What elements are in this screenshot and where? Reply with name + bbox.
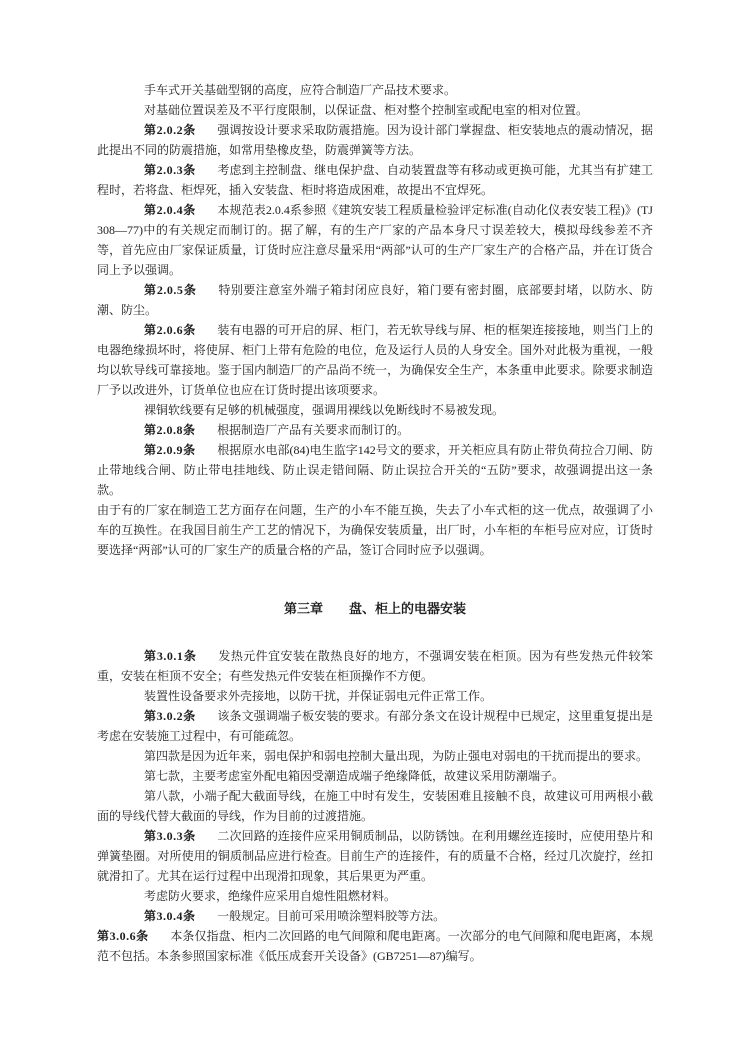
document-body [97, 80, 653, 966]
paragraph [97, 646, 653, 686]
paragraph-text: 裸铜软线要有足够的机械强度，强调用裸线以免断线时不易被发现。 [144, 403, 505, 417]
paragraph [97, 926, 653, 966]
paragraph [97, 120, 653, 160]
paragraph [97, 280, 653, 320]
paragraph [97, 420, 653, 440]
paragraph-text: 第四款是因为近年来，弱电保护和弱电控制大量出现，为防止强电对弱电的干扰而提出的要求。 [144, 749, 649, 763]
paragraph-text: 装有电器的可开启的屏、柜门，若无软导线与屏、柜的框架连接接地，则当门上的电器绝缘损坏时，将使屏、柜门上带有危险的电位，危及运行人员的人身安全。国外对此极为重视，一般均以软导线可靠接地。鉴于国内制造厂的产品尚不统一，为确保安全生产，本条重申此要求。除要求制造厂予以改进外，订货单位也应在订货时提出该项要求。 [97, 323, 653, 397]
paragraph [97, 686, 653, 706]
paragraph-text: 考虑到主控制盘、继电保护盘、自动装置盘等有移动或更换可能，尤其当有扩建工程时，若将盘、柜焊死，插入安装盘、柜时将造成困难，故提出不宜焊死。 [97, 163, 653, 197]
clause-number: 第2.0.2条 [144, 123, 196, 137]
paragraph-text: 考虑防火要求，绝缘件应采用自熄性阻燃材料。 [144, 889, 397, 903]
paragraph [97, 906, 653, 926]
paragraph [97, 786, 653, 826]
paragraph [97, 200, 653, 280]
paragraph-text: 一般规定。目前可采用喷涂塑料胶等方法。 [217, 909, 446, 923]
paragraph-text: 手车式开关基础型钢的高度，应符合制造厂产品技术要求。 [144, 83, 457, 97]
paragraph-text: 对基础位置误差及不平行度限制，以保证盘、柜对整个控制室或配电室的相对位置。 [144, 103, 589, 117]
paragraph [97, 400, 653, 420]
chapter-number: 第三章 [283, 601, 323, 616]
clause-number: 第2.0.5条 [144, 283, 197, 297]
clause-number: 第3.0.4条 [144, 909, 196, 923]
paragraph [97, 766, 653, 786]
paragraph [97, 100, 653, 120]
paragraph [97, 320, 653, 400]
paragraph-text: 装置性设备要求外壳接地，以防干扰，并保证弱电元件正常工作。 [144, 689, 493, 703]
paragraph-text: 根据原水电部(84)电生监字142号文的要求，开关柜应具有防止带负荷拉合刀闸、防止带地线合闸、防止带电挂地线、防止误走错间隔、防止误拉合开关的“五防”要求，故强调提出这一条款。 [97, 443, 653, 497]
chapter-heading [97, 598, 653, 620]
paragraph-text: 本规范表2.0.4系参照《建筑安装工程质量检验评定标准(自动化仪表安装工程)》(TJ308—77)中的有关规定而制订的。据了解，有的生产厂家的产品本身尺寸误差较大，模拟母线参差不齐等，首先应由厂家保证质量，订货时应注意尽量采用“两部”认可的生产厂家生产的合格产品，并在订货合同上予以强调。 [97, 203, 653, 277]
paragraph-text: 第八款，小端子配大截面导线，在施工中时有发生，安装困难且接触不良，故建议可用两根小截面的导线代替大截面的导线，作为目前的过渡措施。 [97, 789, 653, 823]
clause-number: 第3.0.3条 [144, 829, 196, 843]
paragraph [97, 826, 653, 886]
chapter-title: 盘、柜上的电器安装 [349, 601, 467, 616]
paragraph [97, 706, 653, 746]
paragraph-text: 根据制造厂产品有关要求而制订的。 [217, 423, 410, 437]
clause-number: 第2.0.8条 [144, 423, 196, 437]
clause-number: 第2.0.3条 [144, 163, 196, 177]
paragraph [97, 80, 653, 100]
paragraph [97, 440, 653, 500]
clause-number: 第2.0.4条 [144, 203, 196, 217]
paragraph-text: 本条仅指盘、柜内二次回路的电气间隙和爬电距离。一次部分的电气间隙和爬电距离，本规范不包括。本条参照国家标准《低压成套开关设备》(GB7251—87)编写。 [97, 929, 653, 963]
clause-number: 第3.0.2条 [144, 709, 196, 723]
clause-number: 第2.0.6条 [144, 323, 196, 337]
paragraph [97, 160, 653, 200]
paragraph-text: 第七款，主要考虑室外配电箱因受潮造成端子绝缘降低，故建议采用防潮端子。 [144, 769, 565, 783]
clause-number: 第2.0.9条 [144, 443, 196, 457]
paragraph-text: 发热元件宜安装在散热良好的地方，不强调安装在柜顶。因为有些发热元件较笨重，安装在柜顶不安全；有些发热元件安装在柜顶操作不方便。 [97, 649, 653, 683]
paragraph-text: 强调按设计要求采取防震措施。因为设计部门掌握盘、柜安装地点的震动情况，据此提出不同的防震措施，如常用垫橡皮垫，防震弹簧等方法。 [97, 123, 653, 157]
paragraph-text: 由于有的厂家在制造工艺方面存在问题，生产的小车不能互换，失去了小车式柜的这一优点，故强调了小车的互换性。在我国目前生产工艺的情况下，为确保安装质量，出厂时，小车柜的车柜号应对应，订货时要选择“两部”认可的厂家生产的质量合格的产品，签订合同时应予以强调。 [97, 503, 653, 557]
paragraph-text: 该条文强调端子板安装的要求。有部分条文在设计规程中已规定，这里重复提出是考虑在安装施工过程中，有可能疏忽。 [97, 709, 653, 743]
paragraph-text: 特别要注意室外端子箱封闭应良好，箱门要有密封圈，底部要封堵，以防水、防潮、防尘。 [97, 283, 653, 317]
paragraph [97, 500, 653, 560]
paragraph-text: 二次回路的连接件应采用铜质制品，以防锈蚀。在利用螺丝连接时，应使用垫片和弹簧垫圈。对所使用的铜质制品应进行检查。目前生产的连接件，有的质量不合格，经过几次旋拧，丝扣就滑扣了。尤其在运行过程中出现滑扣现象，其后果更为严重。 [97, 829, 653, 883]
clause-number: 第3.0.1条 [144, 649, 197, 663]
paragraph [97, 886, 653, 906]
paragraph [97, 746, 653, 766]
clause-number: 第3.0.6条 [97, 929, 149, 943]
